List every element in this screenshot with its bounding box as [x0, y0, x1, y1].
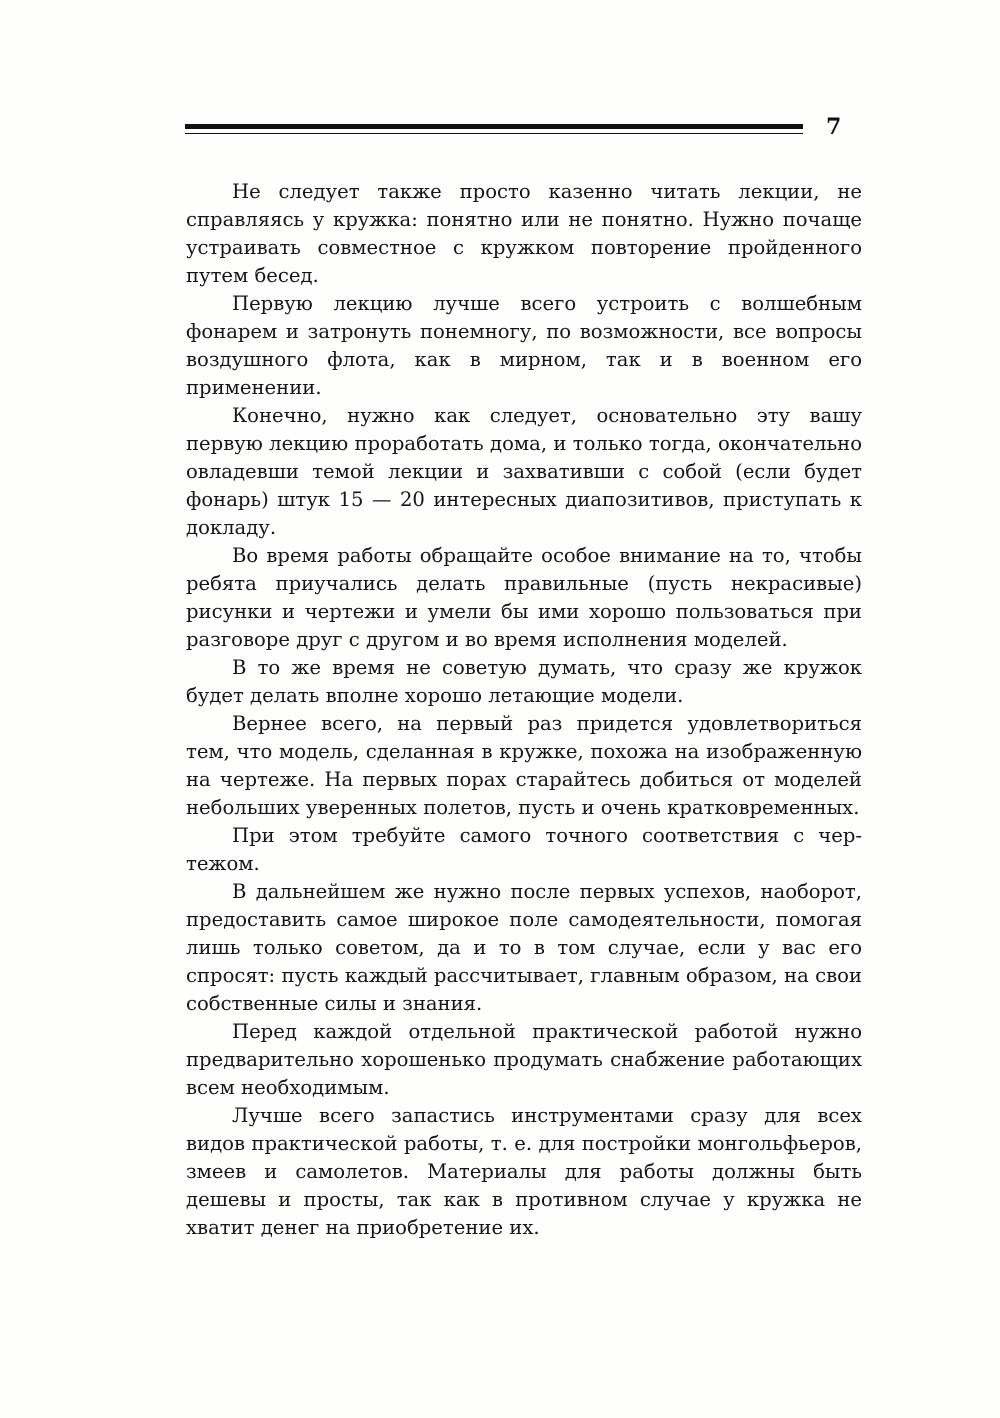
paragraph-7: При этом требуйте самого точного соответствия с чертежом. — [186, 824, 862, 875]
header-rule-thick — [185, 124, 803, 129]
body-text — [186, 178, 862, 1242]
paragraph-3: Конечно, нужно как следует, основательно эту вашу первую лекцию проработать дома, и только тогда, окончательно овладевши темой лекции и захвативши с собой (если будет фонарь) штук 15 — 20 интересных диапозитивов, приступать к докладу. — [186, 404, 862, 539]
paragraph-9: Перед каждой отдельной практической работой нужно предварительно хорошенько продумать снабжение работающих всем необходимым. — [186, 1020, 862, 1099]
header-rule-thin — [185, 133, 803, 134]
paragraph-2: Первую лекцию лучше всего устроить с волшебным фонарем и затронуть понемногу, по возможности, все вопросы воздушного флота, как в мирном, так и в военном его применении. — [186, 292, 862, 399]
paragraph-6: Вернее всего, на первый раз придется удовлетвориться тем, что модель, сделанная в кружке, похожа на изображенную на чертеже. На первых порах старайтесь добиться от моделей небольших уверенных полетов, пусть и очень кратковременных. — [186, 712, 862, 819]
paragraph-4: Во время работы обращайте особое внимание на то, чтобы ребята приучались делать правильные (пусть некрасивые) рисунки и чертежи и умели бы ими хорошо пользоваться при разговоре друг с другом и во время исполнения моделей. — [186, 544, 862, 651]
paragraph-1: Не следует также просто казенно читать лекции, не справляясь у кружка: понятно или не понятно. Нужно почаще устраивать совместное с кружком повторение пройденного путем бесед. — [186, 180, 862, 287]
paragraph-10: Лучше всего запастись инструментами сразу для всех видов практической работы, т. е. для постройки монгольфьеров, змеев и самолетов. Материалы для работы должны быть дешевы и просты, так как в противном случае у кружка не хватит денег на приобретение их. — [186, 1104, 862, 1239]
page-number: 7 — [826, 114, 842, 140]
paragraph-5: В то же время не советую думать, что сразу же кружок будет делать вполне хорошо летающие модели. — [186, 656, 862, 707]
paragraph-8: В дальнейшем же нужно после первых успехов, наоборот, предоставить самое широкое поле самодеятельности, помогая лишь только советом, да и то в том случае, если у вас его спросят: пусть каждый рассчитывает, главным образом, на свои собственные силы и знания. — [186, 880, 862, 1015]
